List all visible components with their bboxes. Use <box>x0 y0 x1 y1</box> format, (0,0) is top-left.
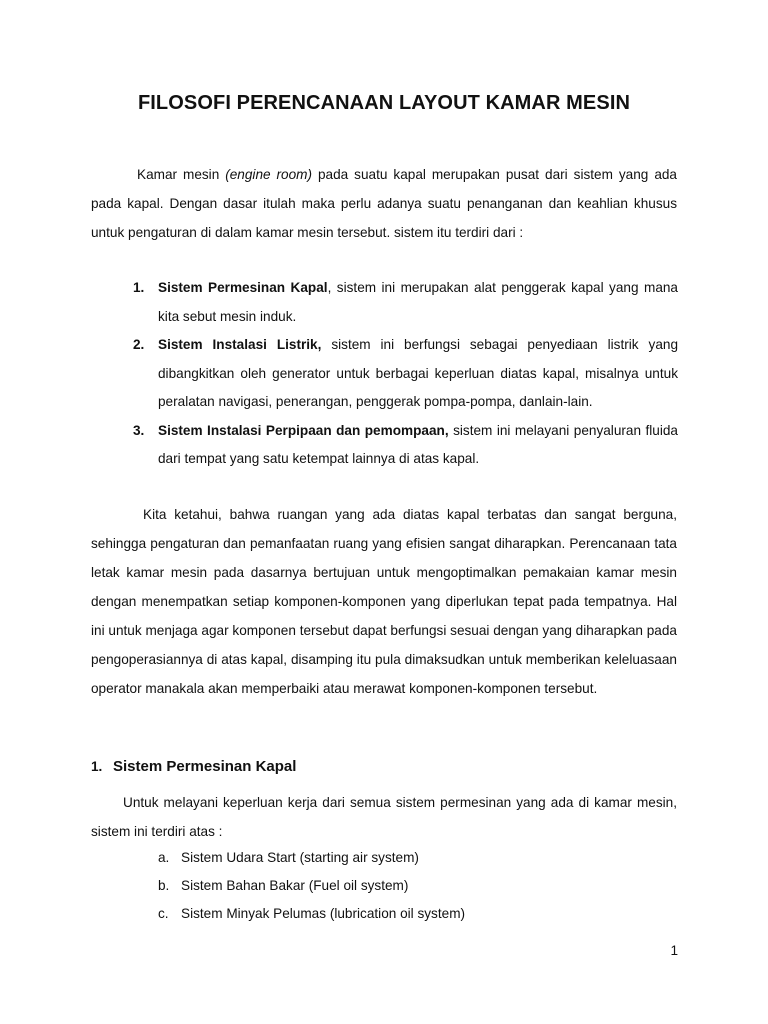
intro-text-end: pada suatu kapal merupakan pusat dari sistem yang ada pada kapal. Dengan dasar itulah maka perlu adanya suatu penanganan dan keahlian khusus untuk pengaturan di dalam kamar mesin tersebut. sistem itu terdiri dari : <box>91 167 677 240</box>
subsystem-list-item <box>158 872 465 900</box>
subsystem-letter: b. <box>158 878 170 893</box>
system-list-item <box>133 331 678 417</box>
system-item-name: Sistem Instalasi Perpipaan dan pemompaan, <box>158 422 449 438</box>
system-list-item <box>133 274 678 331</box>
system-item-name: Sistem Instalasi Listrik, <box>158 337 322 352</box>
system-item-number: 3. <box>133 422 145 438</box>
page-number: 1 <box>670 943 678 958</box>
section-number: 1. <box>91 759 103 774</box>
intro-italic-term: (engine room) <box>225 167 313 182</box>
document-title: FILOSOFI PERENCANAAN LAYOUT KAMAR MESIN <box>137 92 631 114</box>
subsystem-list <box>158 844 465 928</box>
subsystem-text: Sistem Udara Start (starting air system) <box>181 850 419 865</box>
subsystem-letter: a. <box>158 850 170 865</box>
system-item-text: sistem ini melayani penyaluran fluida dari tempat yang satu ketempat lainnya di atas kapal. <box>158 422 678 466</box>
system-item-number: 1. <box>133 280 145 295</box>
intro-paragraph <box>91 160 677 247</box>
system-item-text: , sistem ini merupakan alat penggerak kapal yang mana kita sebut mesin induk. <box>158 280 678 324</box>
subsystem-list-item <box>158 900 465 928</box>
section-title: Sistem Permesinan Kapal <box>113 758 297 775</box>
subsystem-text: Sistem Minyak Pelumas (lubrication oil system) <box>181 906 466 921</box>
system-item-number: 2. <box>133 337 145 352</box>
subsystem-list-item <box>158 844 465 872</box>
system-item-name: Sistem Permesinan Kapal <box>158 280 328 295</box>
layout-purpose-paragraph: Kita ketahui, bahwa ruangan yang ada diatas kapal terbatas dan sangat berguna, sehingga pengaturan dan pemanfaatan ruang yang efisien sangat diharapkan. Perencanaan tata letak kamar mesin pada dasarnya bertujuan untuk mengoptimalkan pemakaian kamar mesin dengan menempatkan setiap komponen-komponen yang diperlukan tepat pada tempatnya. Hal ini untuk menjaga agar komponen tersebut dapat berfungsi sesuai dengan yang diharapkan pada pengoperasiannya di atas kapal, disamping itu pula dimaksudkan untuk memberikan keleluasaan operator manakala akan memperbaiki atau merawat komponen-komponen tersebut. <box>91 507 677 696</box>
system-list <box>133 274 678 474</box>
section-heading <box>91 758 296 775</box>
system-list-item <box>133 417 678 474</box>
system-item-text: sistem ini berfungsi sebagai penyediaan listrik yang dibangkitkan oleh generator untuk berbagai keperluan diatas kapal, misalnya untuk peralatan navigasi, penerangan, penggerak pompa-pompa, danlain-lain. <box>158 337 679 409</box>
intro-text-start: Kamar mesin <box>137 167 226 182</box>
subsystem-text: Sistem Bahan Bakar (Fuel oil system) <box>181 878 409 893</box>
subsystem-letter: c. <box>158 906 169 921</box>
section-paragraph: Untuk melayani keperluan kerja dari semua sistem permesinan yang ada di kamar mesin, sistem ini terdiri atas : <box>91 795 677 839</box>
